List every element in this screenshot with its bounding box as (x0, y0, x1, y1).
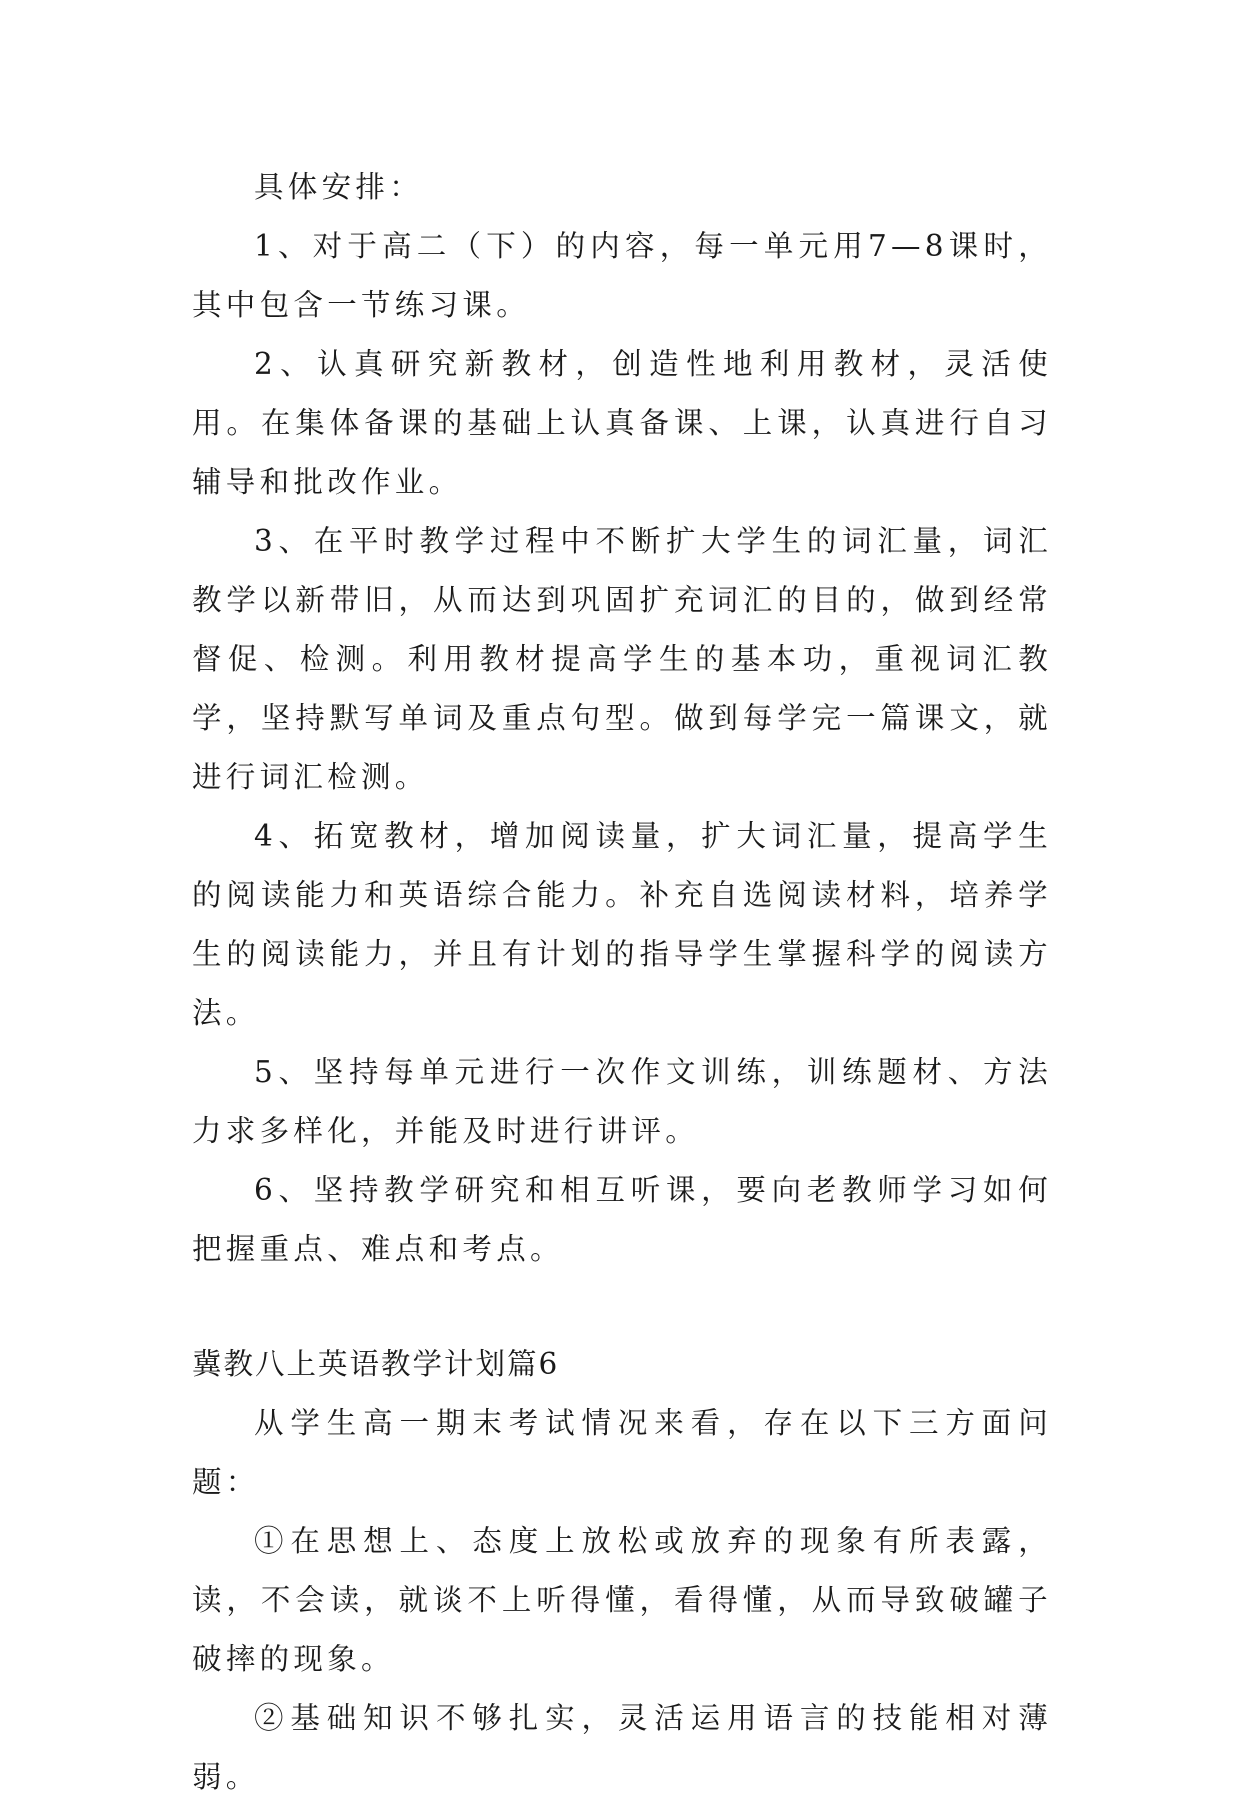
section-spacer (192, 1279, 1052, 1335)
arrangement-item-2: 2、认真研究新教材，创造性地利用教材，灵活使用。在集体备课的基础上认真备课、上课，认真进行自习辅导和批改作业。 (192, 347, 1052, 499)
arrangement-item-4: 4、拓宽教材，增加阅读量，扩大词汇量，提高学生的阅读能力和英语综合能力。补充自选阅读材料，培养学生的阅读能力，并且有计划的指导学生掌握科学的阅读方法。 (192, 819, 1052, 1030)
problem-item-2: ②基础知识不够扎实，灵活运用语言的技能相对薄弱。 (192, 1701, 1052, 1794)
arrangement-item-3: 3、在平时教学过程中不断扩大学生的词汇量，词汇教学以新带旧，从而达到巩固扩充词汇的目的，做到经常督促、检测。利用教材提高学生的基本功，重视词汇教学，坚持默写单词及重点句型。做到每学完一篇课文，就进行词汇检测。 (192, 524, 1052, 794)
arrangement-item-1: 1、对于高二（下）的内容，每一单元用7—8课时，其中包含一节练习课。 (192, 229, 1052, 322)
section-title: 冀教八上英语教学计划篇6 (192, 1347, 560, 1381)
document-body (192, 158, 1052, 1807)
arrangement-heading: 具体安排： (254, 170, 424, 204)
arrangement-item-6: 6、坚持教学研究和相互听课，要向老教师学习如何把握重点、难点和考点。 (192, 1173, 1052, 1266)
arrangement-item-5: 5、坚持每单元进行一次作文训练，训练题材、方法力求多样化，并能及时进行讲评。 (192, 1055, 1052, 1148)
problem-item-1: ①在思想上、态度上放松或放弃的现象有所表露，读，不会读，就谈不上听得懂，看得懂，从而导致破罐子破摔的现象。 (192, 1524, 1052, 1676)
problems-intro: 从学生高一期末考试情况来看，存在以下三方面问题： (192, 1406, 1052, 1499)
